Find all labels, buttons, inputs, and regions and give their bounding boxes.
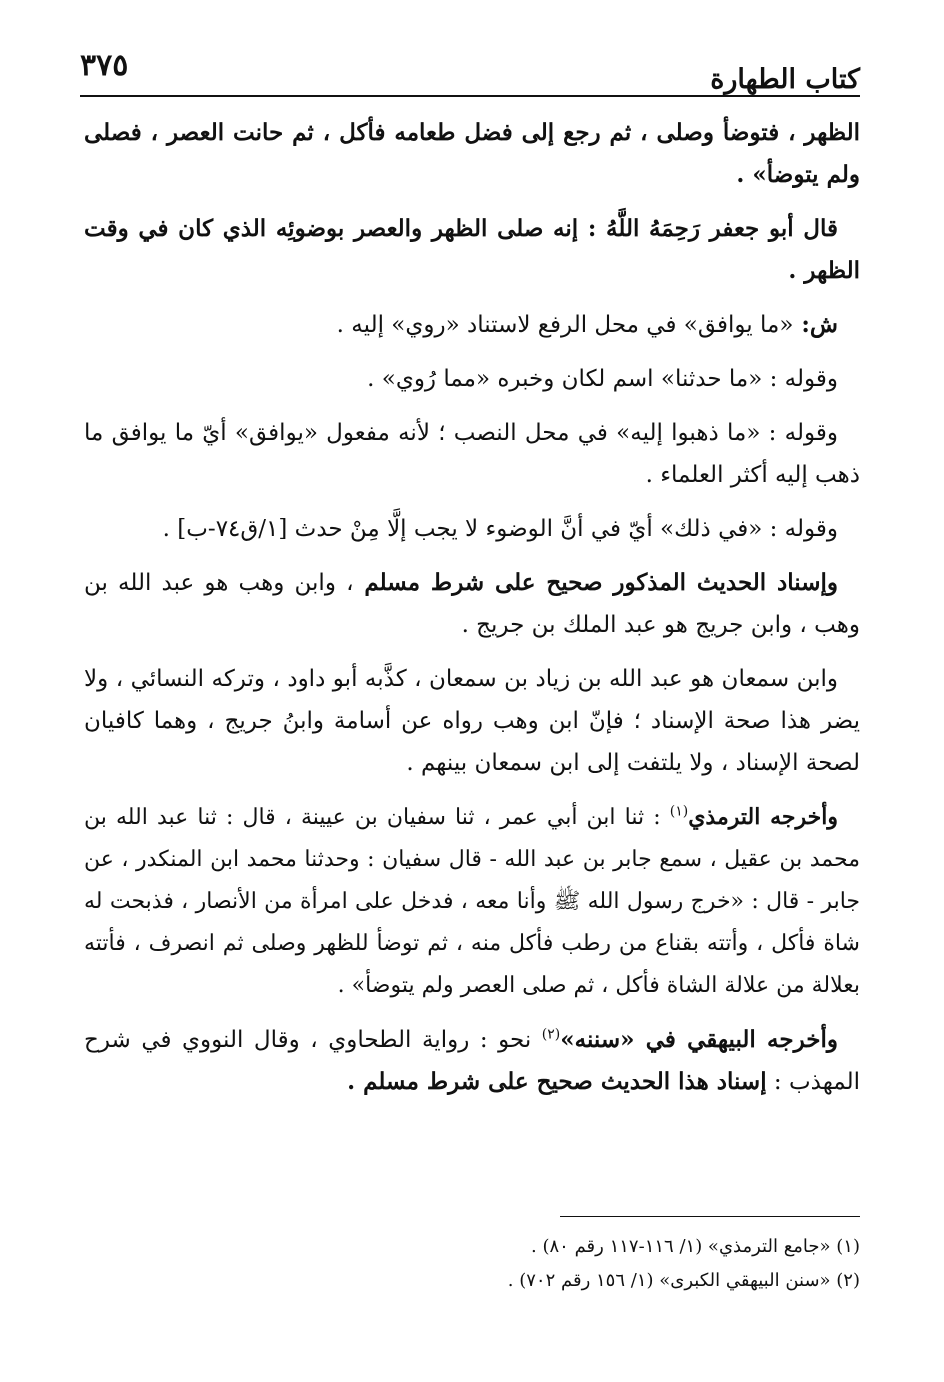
paragraph-text: «ما يوافق» في محل الرفع لاستناد «روي» إليه .: [336, 312, 794, 338]
body-text: [84, 112, 860, 1115]
paragraph-text: الظهر ، فتوضأ وصلى ، ثم رجع إلى فضل طعامه فأكل ، ثم حانت العصر ، فصلى ولم يتوضأ» .: [84, 119, 860, 188]
paragraph-bold-text: وأخرجه البيهقي في «سننه»: [560, 1026, 838, 1053]
footnote-ref-1[interactable]: (١): [669, 803, 689, 820]
paragraph-text: : ثنا ابن أبي عمر ، ثنا سفيان بن عيينة ، قال : ثنا عبد الله بن محمد بن عقيل ، سمع جابر بن عبد الله - قال سفيان : وحدثنا محمد ابن المنكدر ، عن جابر - قال : «خرج رسول الله ﷺ وأنا معه ، فدخل على امرأة من الأنصار ، فذبحت له شاة فأكل ، وأتته بقناع من رطب فأكل منه ، ثم توضأ للظهر وصلى ثم انصرف ، فأتته بعلالة من علالة الشاة فأكل ، ثم صلى العصر ولم يتوضأ» .: [84, 805, 860, 998]
paragraph-2: [84, 208, 860, 292]
paragraph-9: [84, 796, 860, 1007]
paragraph-bold-text: وأخرجه الترمذي: [688, 804, 838, 830]
paragraph-3: [84, 304, 860, 346]
paragraph-1: [84, 112, 860, 196]
paragraph-text: وقوله : «في ذلك» أيّ في أنَّ الوضوء لا يجب إلَّا مِنْ حدث [١/ق٧٤-ب] .: [162, 516, 838, 542]
header-rule: [80, 95, 860, 97]
footnote-ref-2[interactable]: (٢): [541, 1026, 561, 1043]
paragraph-7: [84, 562, 860, 646]
paragraph-6: [84, 508, 860, 550]
paragraph-text: نحو : رواية الطحاوي ، وقال النووي في شرح المهذب :: [84, 1027, 860, 1095]
page-number: ٣٧٥: [80, 48, 129, 83]
running-title: كتاب الطهارة: [710, 64, 860, 95]
paragraph-5: [84, 412, 860, 496]
paragraph-bold-text: إسناد هذا الحديث صحيح على شرط مسلم .: [347, 1068, 767, 1095]
paragraph-4: [84, 358, 860, 400]
footnote-2: (٢) «سنن البيهقي الكبرى» (١/ ١٥٦ رقم ٧٠٢) .: [507, 1270, 860, 1291]
paragraph-bold-text: وإسناد الحديث المذكور صحيح على شرط مسلم: [353, 569, 838, 596]
footnote-rule: [560, 1216, 860, 1217]
paragraph-text: وقوله : «ما ذهبوا إليه» في محل النصب ؛ لأنه مفعول «يوافق» أيّ ما يوافق ما ذهب إليه أكثر العلماء .: [84, 420, 860, 488]
sharh-marker: ش:: [793, 311, 838, 338]
footnote-1: (١) «جامع الترمذي» (١/ ١١٦-١١٧ رقم ٨٠) .: [531, 1236, 860, 1257]
paragraph-8: [84, 658, 860, 784]
paragraph-text: قال أبو جعفر رَحِمَهُ اللَّهُ : إنه صلى الظهر والعصر بوضوئِه الذي كان في وقت الظهر .: [84, 215, 860, 284]
paragraph-text: ، وابن وهب هو عبد الله بن وهب ، وابن جريج هو عبد الملك بن جريج .: [84, 570, 860, 638]
footnotes: [84, 1230, 860, 1298]
paragraph-text: وقوله : «ما حدثنا» اسم لكان وخبره «مما رُوي» .: [367, 366, 838, 392]
paragraph-10: [84, 1019, 860, 1103]
paragraph-text: وابن سمعان هو عبد الله بن زياد بن سمعان ، كذَّبه أبو داود ، وتركه النسائي ، ولا يضر هذا صحة الإسناد ؛ فإنّ ابن وهب رواه عن أسامة وابنُ جريج ، وهما كافيان لصحة الإسناد ، ولا يلتفت إلى ابن سمعان بينهم .: [84, 666, 860, 776]
page-header: [80, 40, 860, 100]
